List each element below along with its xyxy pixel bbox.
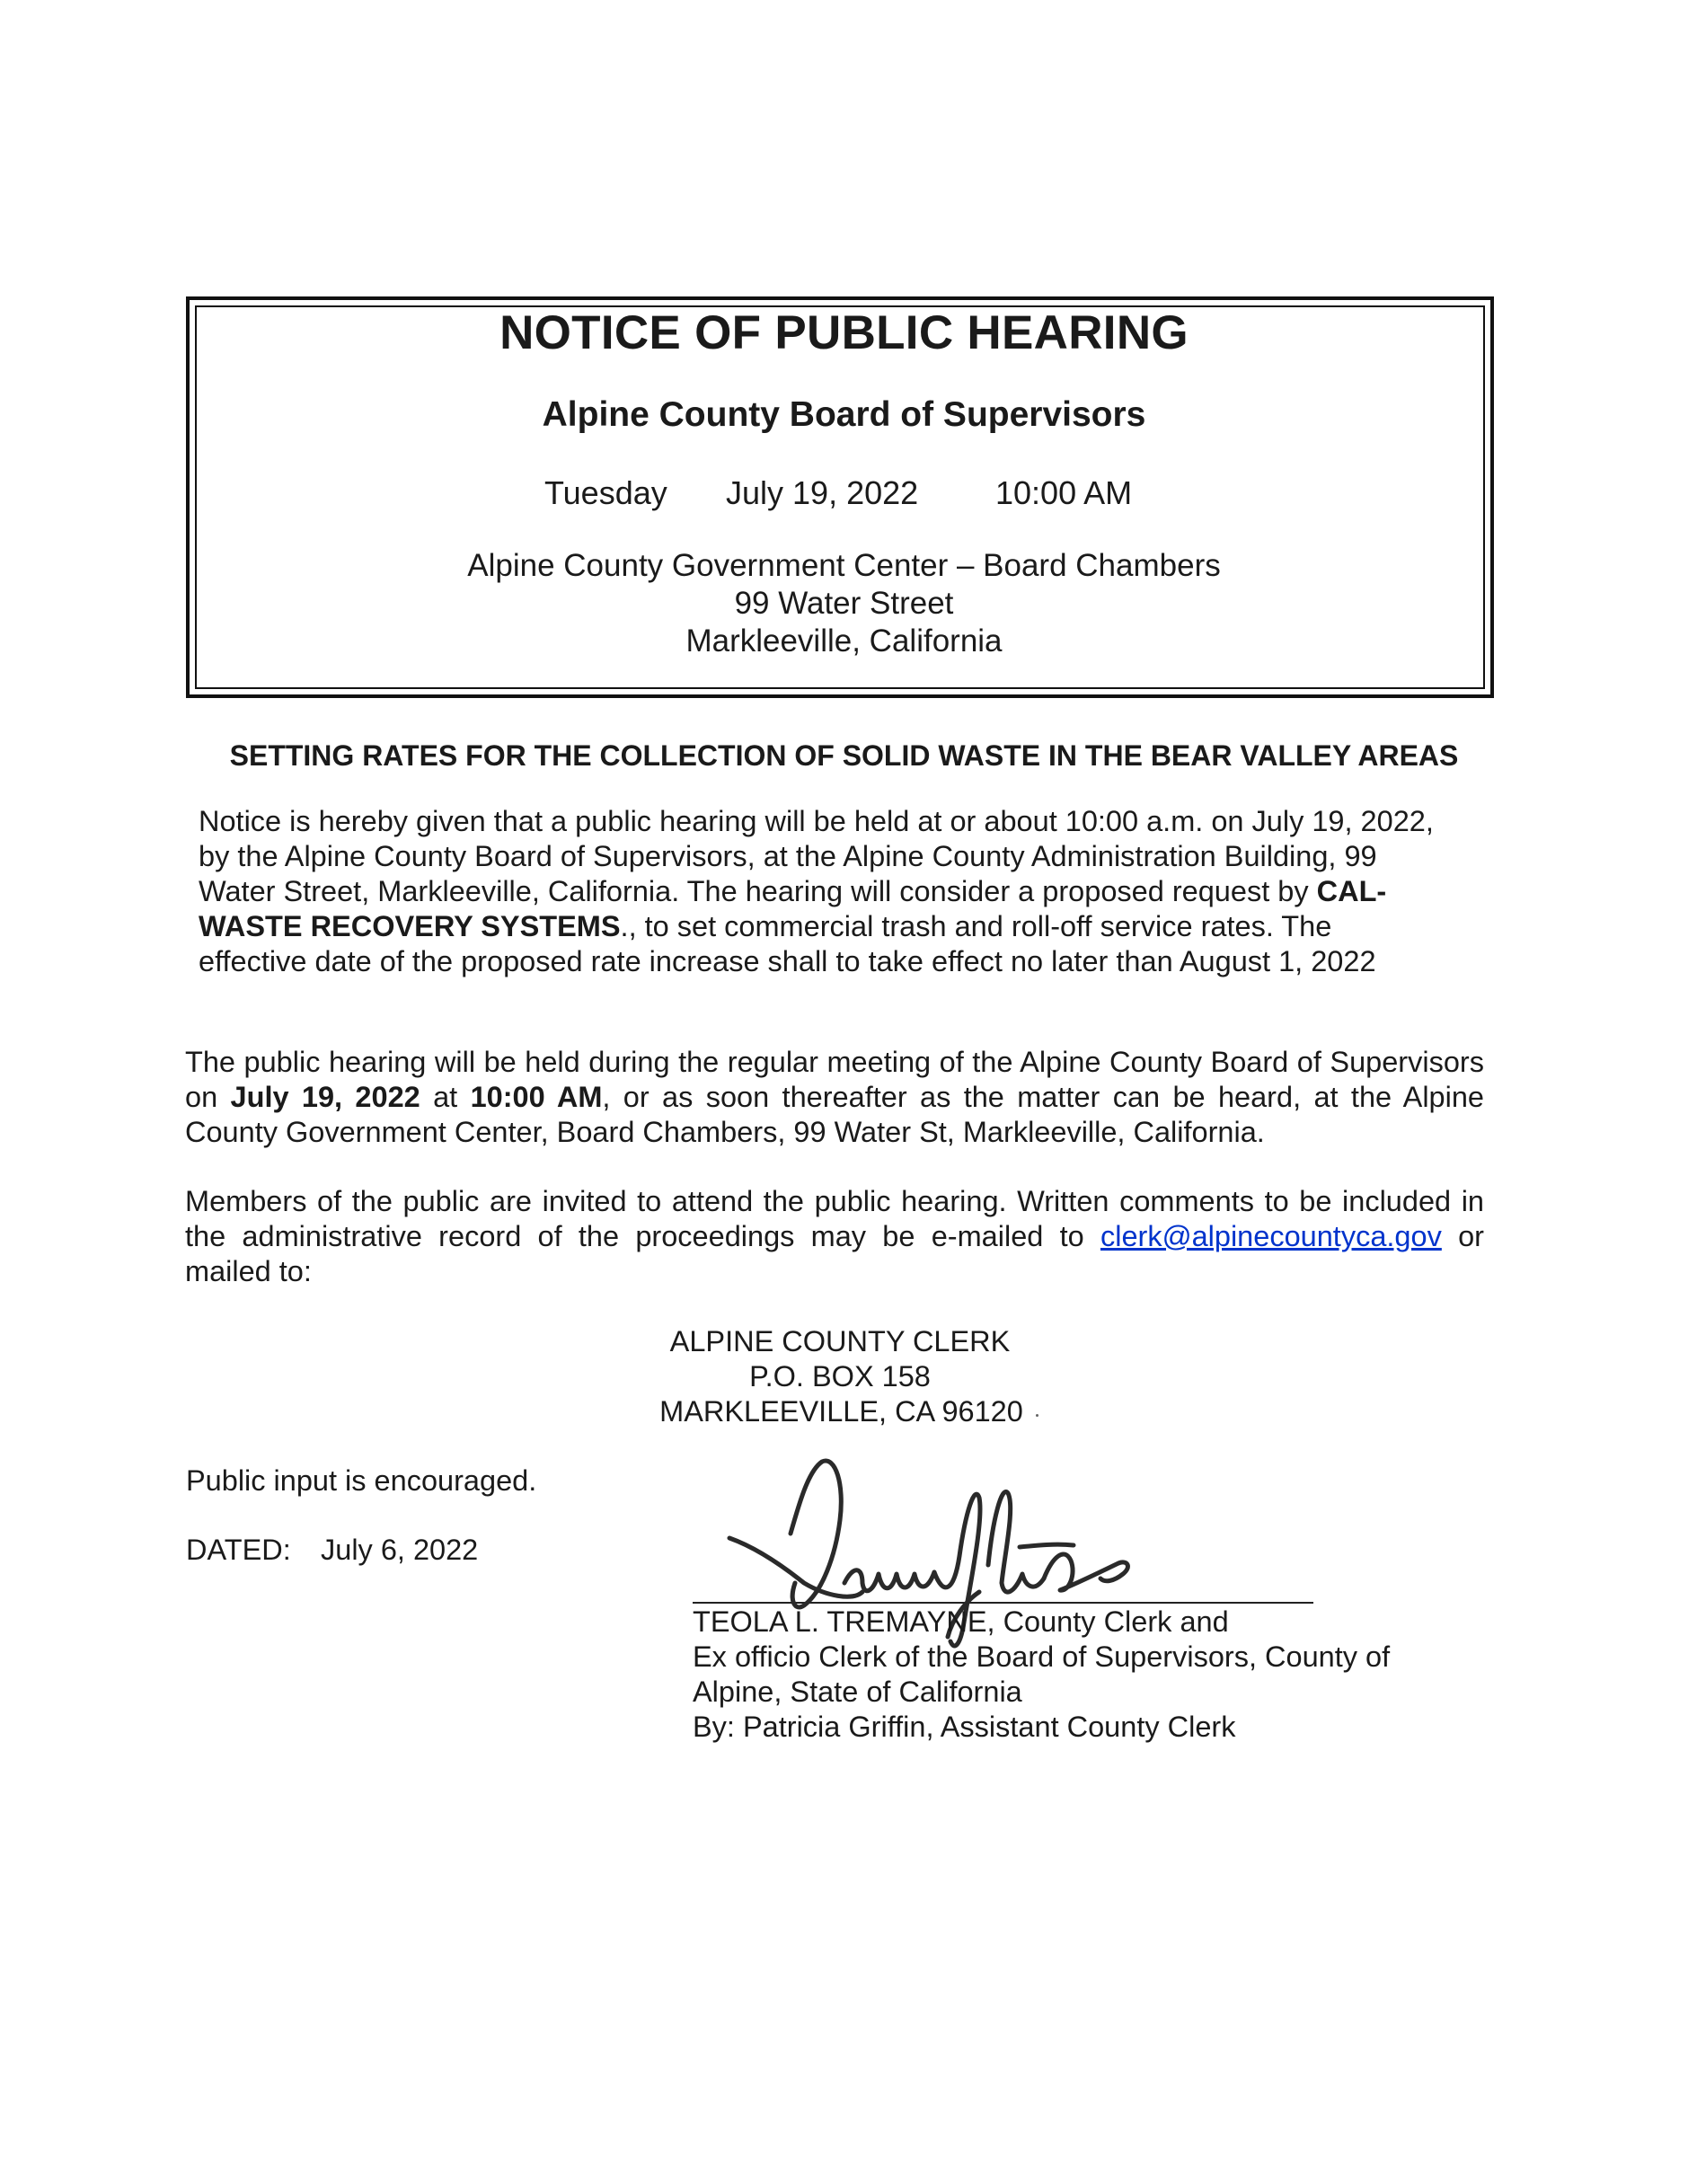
notice-line: by the Alpine County Board of Supervisors, at the Alpine County Administration Building, 99 (199, 840, 1377, 872)
signer-line: Ex officio Clerk of the Board of Supervisors, County of (693, 1640, 1391, 1673)
hearing-text: at (420, 1081, 471, 1113)
notice-text: Water Street, Markleeville, California. The hearing will consider a proposed request by (199, 875, 1317, 907)
dated-value: July 6, 2022 (321, 1534, 479, 1566)
notice-title: NOTICE OF PUBLIC HEARING (499, 306, 1189, 359)
notice-line: Notice is hereby given that a public hearing will be held at or about 10:00 a.m. on July 19, 2022, (199, 805, 1434, 837)
meeting-day: Tuesday (544, 474, 667, 511)
hearing-time: 10:00 AM (470, 1081, 603, 1113)
meeting-date: July 19, 2022 (726, 474, 919, 511)
dated-label: DATED: (186, 1534, 291, 1566)
venue-street: 99 Water Street (734, 586, 954, 621)
section-heading: SETTING RATES FOR THE COLLECTION OF SOLID WASTE IN THE BEAR VALLEY AREAS (229, 739, 1459, 772)
clerk-mailing-address (0, 1324, 1688, 1429)
public-input-text: Public input is encouraged. (186, 1464, 537, 1497)
venue-city: Markleeville, California (685, 623, 1003, 659)
address-line: MARKLEEVILLE, CA 96120 (659, 1395, 1023, 1428)
comments-text: Members of the public are invited to attend the public hearing. Written comments to be included in the administrative record of the proceedings may be e-mailed to (185, 1185, 1484, 1252)
clerk-email-link[interactable]: clerk@alpinecountyca.gov (1100, 1220, 1442, 1252)
hearing-text: The public hearing will be held during the regular meeting of the Alpine County Board of Supervisors on (185, 1046, 1484, 1113)
notice-line (199, 874, 1501, 909)
notice-text: ., to set commercial trash and roll-off service rates. The (620, 910, 1332, 942)
signer-block (693, 1605, 1390, 1745)
company-name-part: WASTE RECOVERY SYSTEMS (199, 910, 621, 942)
venue-name: Alpine County Government Center – Board Chambers (467, 548, 1221, 583)
board-name: Alpine County Board of Supervisors (542, 395, 1146, 434)
notice-line: effective date of the proposed rate increase shall to take effect no later than August 1, 2022 (199, 945, 1376, 977)
meeting-time: 10:00 AM (995, 474, 1133, 511)
notice-paragraph (199, 804, 1501, 979)
notice-line (199, 909, 1501, 944)
hearing-paragraph (185, 1045, 1484, 1150)
signer-line: TEOLA L. TREMAYNE, County Clerk and (693, 1605, 1229, 1638)
comments-text: or mailed to: (185, 1220, 1484, 1287)
hearing-date: July 19, 2022 (230, 1081, 420, 1113)
address-line: ALPINE COUNTY CLERK (669, 1325, 1011, 1357)
signer-line: Alpine, State of California (693, 1676, 1022, 1708)
stray-mark (1036, 1414, 1038, 1417)
company-name-part: CAL- (1316, 875, 1387, 907)
hearing-text: , or as soon thereafter as the matter can be heard, at the Alpine County Government Center, Board Chambers, 99 Water St, Markleeville, California. (185, 1081, 1485, 1148)
signer-line: By: Patricia Griffin, Assistant County Clerk (693, 1711, 1236, 1743)
address-line: P.O. BOX 158 (749, 1360, 931, 1393)
comments-paragraph (185, 1184, 1484, 1289)
